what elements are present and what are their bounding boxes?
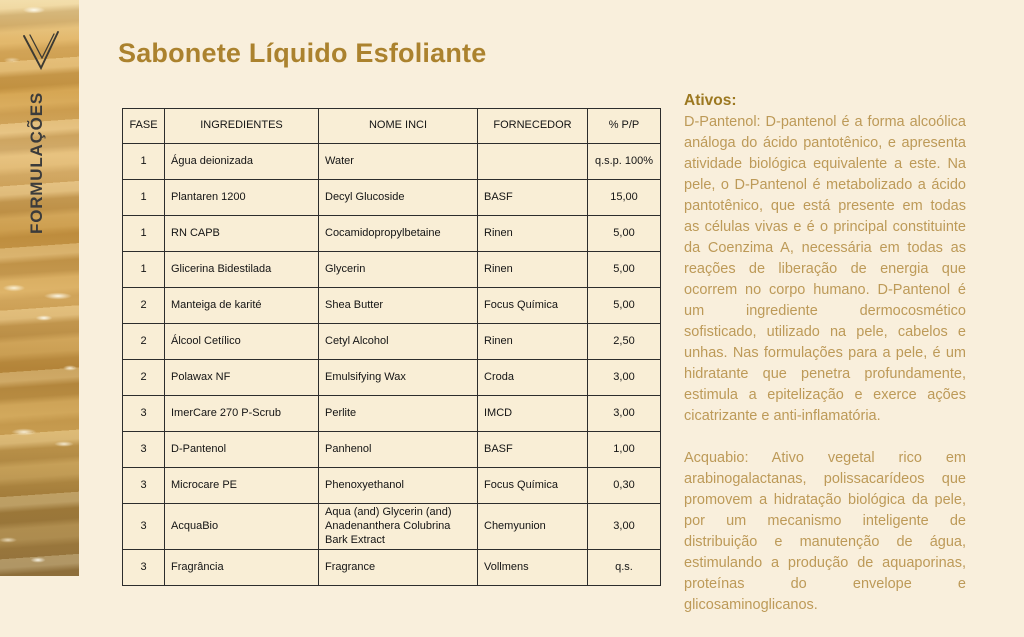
table-row [123,468,661,504]
cell-fornecedor: Chemyunion [478,504,588,550]
cell-ingrediente: Fragrância [165,550,319,586]
cell-pp: 3,00 [588,504,661,550]
formulation-table [122,108,661,586]
cell-fase: 1 [123,216,165,252]
cell-fornecedor: Rinen [478,324,588,360]
cell-fornecedor: Rinen [478,252,588,288]
table-row [123,396,661,432]
table-row [123,504,661,550]
cell-pp: 5,00 [588,252,661,288]
cell-pp: 3,00 [588,360,661,396]
table-row [123,324,661,360]
cell-fase: 2 [123,288,165,324]
cell-inci: Decyl Glucoside [319,180,478,216]
table-row [123,432,661,468]
actives-panel [684,92,966,637]
sidebar-vertical-label: FORMULAÇÕES [27,92,46,234]
cell-fase: 3 [123,432,165,468]
cell-inci: Cocamidopropylbetaine [319,216,478,252]
cell-fase: 1 [123,180,165,216]
cell-fornecedor: Focus Química [478,468,588,504]
col-header-fornecedor: FORNECEDOR [478,109,588,144]
cell-ingrediente: Microcare PE [165,468,319,504]
cell-inci: Aqua (and) Glycerin (and) Anadenanthera Colubrina Bark Extract [319,504,478,550]
cell-ingrediente: D-Pantenol [165,432,319,468]
cell-fase: 3 [123,504,165,550]
cell-fornecedor: Focus Química [478,288,588,324]
cell-fase: 2 [123,324,165,360]
col-header-nome-inci: NOME INCI [319,109,478,144]
cell-fornecedor: Rinen [478,216,588,252]
cell-pp: q.s. [588,550,661,586]
cell-ingrediente: Polawax NF [165,360,319,396]
cell-fase: 3 [123,468,165,504]
cell-pp: 5,00 [588,288,661,324]
col-header-ingredientes: INGREDIENTES [165,109,319,144]
cell-fornecedor: Vollmens [478,550,588,586]
cell-pp: 2,50 [588,324,661,360]
cell-inci: Emulsifying Wax [319,360,478,396]
cell-inci: Fragrance [319,550,478,586]
actives-paragraph-acquabio: Acquabio: Ativo vegetal rico em arabinogalactanas, polissacarídeos que promovem a hidratação biológica da pele, por um mecanismo inteligente de distribuição e manutenção de água, estimulando a produção de aquaporinas, proteínas do envelope e glicosaminoglicanos. [684,450,966,614]
cell-fornecedor: BASF [478,432,588,468]
cell-inci: Water [319,144,478,180]
cell-inci: Glycerin [319,252,478,288]
col-header-fase: FASE [123,109,165,144]
cell-ingrediente: RN CAPB [165,216,319,252]
cell-ingrediente: Glicerina Bidestilada [165,252,319,288]
actives-heading: Ativos: [684,92,737,109]
table-row [123,144,661,180]
table-row [123,180,661,216]
cell-inci: Shea Butter [319,288,478,324]
cell-ingrediente: Água deionizada [165,144,319,180]
table-header-row [123,109,661,144]
cell-inci: Panhenol [319,432,478,468]
page-title: Sabonete Líquido Esfoliante [118,38,487,68]
actives-paragraph-dpantenol: D-Pantenol: D-pantenol é a forma alcoólica análoga do ácido pantotênico, e apresenta atividade biológica equivalente a este. Na pele, o D-Pantenol é metabolizado a ácido pantotênico, que está presente em todas as células vivas e é o principal constituinte da Coenzima A, necessária em todas as reações de liberação de energia que ocorrem no corpo humano. D-Pantenol é um ingrediente dermocosmético sofisticado, utilizado na pele, cabelos e unhas. Nas formulações para a pele, é um hidratante que penetra profundamente, estimula a epitelização e exerce ações cicatrizante e anti-inflamatória. [684,114,966,425]
cell-ingrediente: Álcool Cetílico [165,324,319,360]
cell-inci: Cetyl Alcohol [319,324,478,360]
sidebar-gold-texture [0,0,79,576]
cell-fase: 3 [123,550,165,586]
table-row [123,216,661,252]
cell-pp: 0,30 [588,468,661,504]
cell-pp: 3,00 [588,396,661,432]
col-header-pp: % P/P [588,109,661,144]
cell-ingrediente: Plantaren 1200 [165,180,319,216]
table-row [123,288,661,324]
cell-fornecedor [478,144,588,180]
cell-pp: 1,00 [588,432,661,468]
cell-ingrediente: AcquaBio [165,504,319,550]
cell-fase: 1 [123,252,165,288]
cell-ingrediente: Manteiga de karité [165,288,319,324]
table-row [123,360,661,396]
cell-fornecedor: BASF [478,180,588,216]
cell-ingrediente: ImerCare 270 P-Scrub [165,396,319,432]
cell-fase: 2 [123,360,165,396]
cell-fornecedor: Croda [478,360,588,396]
cell-pp: 5,00 [588,216,661,252]
table-row [123,252,661,288]
v-logo-icon [17,27,65,75]
cell-pp: q.s.p. 100% [588,144,661,180]
cell-fase: 1 [123,144,165,180]
cell-inci: Phenoxyethanol [319,468,478,504]
cell-fase: 3 [123,396,165,432]
cell-pp: 15,00 [588,180,661,216]
table-row [123,550,661,586]
cell-inci: Perlite [319,396,478,432]
cell-fornecedor: IMCD [478,396,588,432]
